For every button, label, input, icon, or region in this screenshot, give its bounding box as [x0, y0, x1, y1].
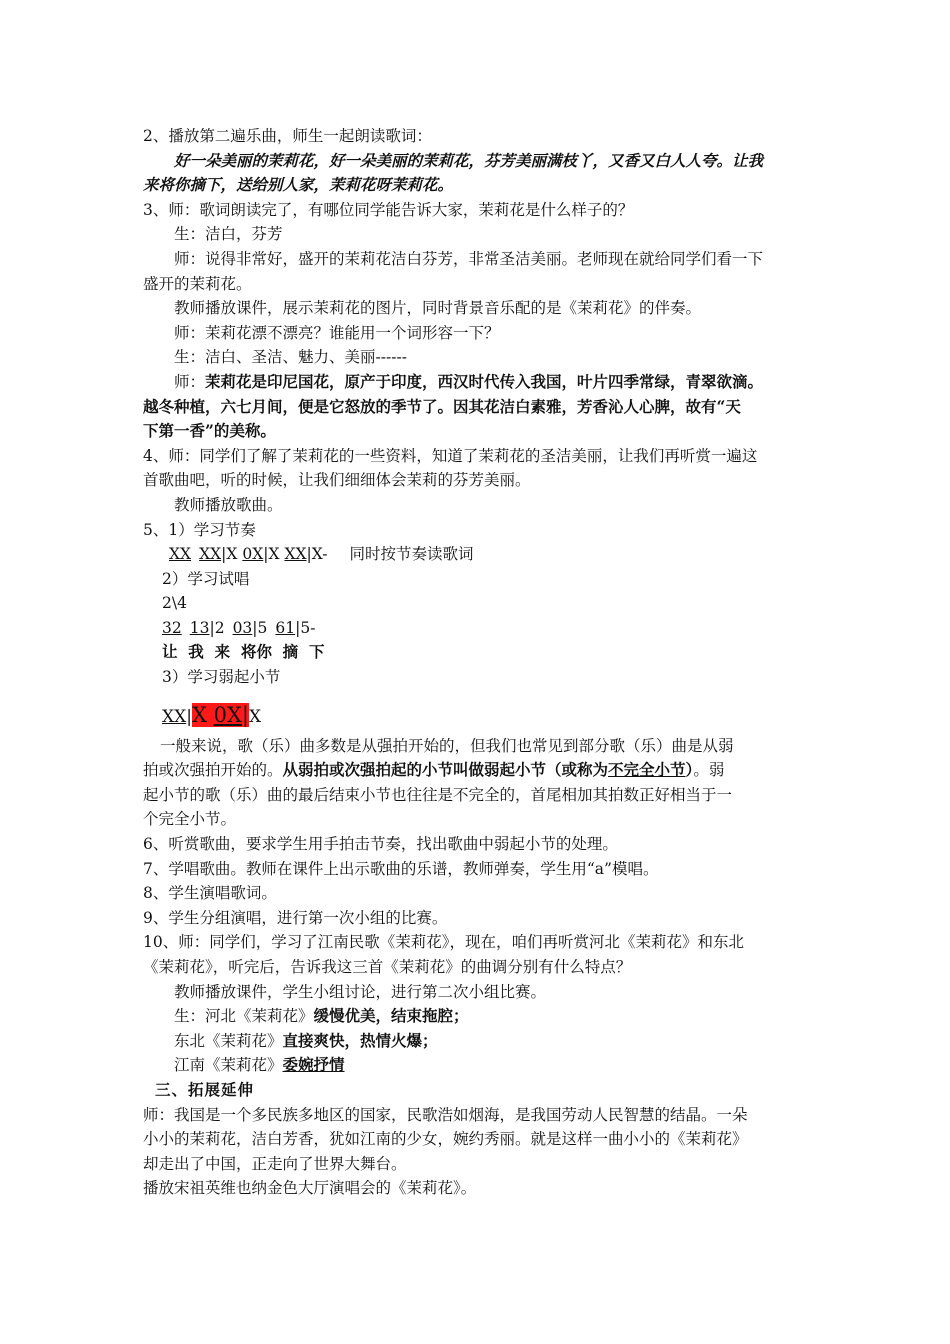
jasmine-fact-text: 茉莉花是印尼国花，原产于印度，西汉时代传入我国，叶片四季常绿，青翠欲滴。: [205, 371, 764, 391]
score-note: 61: [275, 618, 296, 637]
score-note: |5-: [295, 618, 316, 637]
sight-singing-line: 2）学习试唱: [162, 569, 250, 588]
step-5-line: 5、1）学习节奏: [143, 520, 256, 539]
explanation-text: 。弱: [693, 761, 725, 780]
weak-beat-explanation-line-2: [143, 758, 813, 783]
document-body: [143, 124, 813, 1201]
jiangnan-answer-line: [143, 1053, 813, 1078]
rhythm-instruction: 同时按节奏读歌词: [349, 545, 474, 564]
answer-label: 生：河北《茉莉花》: [174, 1007, 314, 1026]
score-notation-line: [143, 616, 813, 641]
definition-paren: ）: [685, 760, 694, 780]
group-discussion-line: 教师播放课件，学生小组讨论，进行第二次小组比赛。: [174, 982, 547, 1001]
score-note: 32: [162, 618, 182, 637]
lyrics-recital-line-2: 来将你摘下，送给别人家，茉莉花呀茉莉花。: [143, 175, 454, 195]
step-4-line-2: 首歌曲吧，听的时候，让我们细细体会茉莉的芬芳美丽。: [143, 471, 531, 490]
teacher-remark-line-2: 盛开的茉莉花。: [143, 274, 252, 293]
score-lyrics-line: 让 我 来 将你 摘 下: [162, 642, 325, 662]
weak-beat-explanation-line-4: 个完全小节。: [143, 810, 237, 829]
rhythm-note: |X-: [306, 545, 328, 564]
speaker-prefix: 师：: [174, 372, 206, 391]
step-3-line: 3、师：歌词朗读完了，有哪位同学能告诉大家，茉莉花是什么样子的？: [143, 200, 634, 219]
rhythm-note: 0X: [242, 545, 264, 564]
student-answer-line: 生：洁白，芬芳: [174, 225, 283, 244]
step-9-line: 9、学生分组演唱，进行第一次小组的比赛。: [143, 908, 448, 927]
score-note: |2: [209, 618, 225, 637]
answer-text: 直接爽快，热情火爆；: [282, 1030, 438, 1050]
extension-para-line-3: 却走出了中国，正走向了世界大舞台。: [143, 1154, 407, 1173]
student-words-line: 生：洁白、圣洁、魅力、美丽------: [174, 348, 407, 367]
weak-note: XX: [162, 706, 187, 727]
score-note: 13: [189, 618, 210, 637]
rhythm-note: |X: [221, 545, 243, 564]
rhythm-note: |X: [263, 545, 285, 564]
weak-bar: |: [186, 706, 192, 727]
rhythm-notation-line: [143, 542, 813, 567]
courseware-line: 教师播放课件，展示茉莉花的图片，同时背景音乐配的是《茉莉花》的伴奏。: [174, 299, 702, 318]
score-note: 03: [232, 618, 253, 637]
weak-beat-heading: 3）学习弱起小节: [162, 668, 281, 687]
step-2-line: 2、播放第二遍乐曲，师生一起朗读歌词：: [143, 127, 432, 145]
rhythm-note: XX: [169, 545, 192, 564]
step-8-line: 8、学生演唱歌词。: [143, 884, 277, 903]
jasmine-fact-line-2: 越冬种植，六七月间，便是它怒放的季节了。因其花洁白素雅，芳香沁人心脾，故有“天: [143, 396, 741, 416]
extension-para-line-1: 师：我国是一个多民族多地区的国家，民歌浩如烟海，是我国劳动人民智慧的结晶。一朵: [143, 1105, 748, 1124]
step-6-line: 6、听赏歌曲，要求学生用手拍击节奏，找出歌曲中弱起小节的处理。: [143, 835, 618, 854]
teacher-question-line: 师：茉莉花漂不漂亮？谁能用一个词形容一下？: [174, 323, 500, 342]
definition-term: 不完全小节: [608, 760, 686, 780]
jasmine-fact-line-1: [143, 370, 813, 395]
weak-note-highlighted: X: [191, 702, 214, 727]
final-play-line: 播放宋祖英维也纳金色大厅演唱会的《茉莉花》。: [143, 1179, 477, 1198]
answer-text: 委婉抒情: [282, 1055, 345, 1075]
weak-note: X: [248, 706, 262, 727]
extension-para-line-2: 小小的茉莉花，洁白芳香，犹如江南的少女，婉约秀丽。就是这样一曲小小的《茉莉花》: [143, 1130, 748, 1149]
weak-bar-highlighted: |: [241, 702, 249, 727]
play-song-line: 教师播放歌曲。: [174, 495, 283, 514]
step-10-line-2: 《茉莉花》，听完后，告诉我这三首《茉莉花》的曲调分别有什么特点？: [143, 958, 632, 976]
definition-text: 从弱拍或次强拍起的小节叫做弱起小节（或称为: [282, 760, 609, 780]
rhythm-note: XX: [284, 545, 307, 564]
rhythm-note: XX: [199, 545, 222, 564]
weak-note-highlighted: 0X: [213, 702, 242, 727]
score-note: |5: [252, 618, 268, 637]
step-10-line-1: 10、师：同学们，学习了江南民歌《茉莉花》，现在，咱们再听赏河北《茉莉花》和东北: [143, 933, 744, 952]
weak-beat-explanation-line-1: 一般来说，歌（乐）曲多数是从强拍开始的，但我们也常见到部分歌（乐）曲是从弱: [160, 736, 734, 755]
teacher-remark-line-1: 师：说得非常好，盛开的茉莉花洁白芬芳，非常圣洁美丽。老师现在就给同学们看一下: [174, 249, 764, 268]
weak-beat-explanation-line-3: 起小节的歌（乐）曲的最后结束小节也往往是不完全的，首尾相加其拍数正好相当于一: [143, 785, 733, 804]
dongbei-answer-line: [143, 1029, 813, 1054]
weak-beat-notation-line: [143, 690, 813, 734]
answer-text: 缓慢优美，结束拖腔；: [313, 1006, 469, 1026]
answer-label: 江南《茉莉花》: [174, 1056, 283, 1075]
step-4-line-1: 4、师：同学们了解了茉莉花的一些资料，知道了茉莉花的圣洁美丽，让我们再听赏一遍这: [143, 446, 758, 465]
jasmine-fact-line-3: 下第一香”的美称。: [143, 421, 276, 441]
hebei-answer-line: [143, 1004, 813, 1029]
section-heading-extension: 三、拓展延伸: [155, 1079, 255, 1099]
time-signature: 2\4: [162, 594, 187, 613]
step-7-line: 7、学唱歌曲。教师在课件上出示歌曲的乐谱，教师弹奏，学生用“a”模唱。: [143, 859, 659, 878]
explanation-text: 拍或次强拍开始的。: [143, 761, 283, 780]
lyrics-recital-line-1: 好一朵美丽的茉莉花，好一朵美丽的茉莉花，芬芳美丽满枝丫，又香又白人人夸。让我: [174, 150, 764, 170]
answer-label: 东北《茉莉花》: [174, 1031, 283, 1050]
